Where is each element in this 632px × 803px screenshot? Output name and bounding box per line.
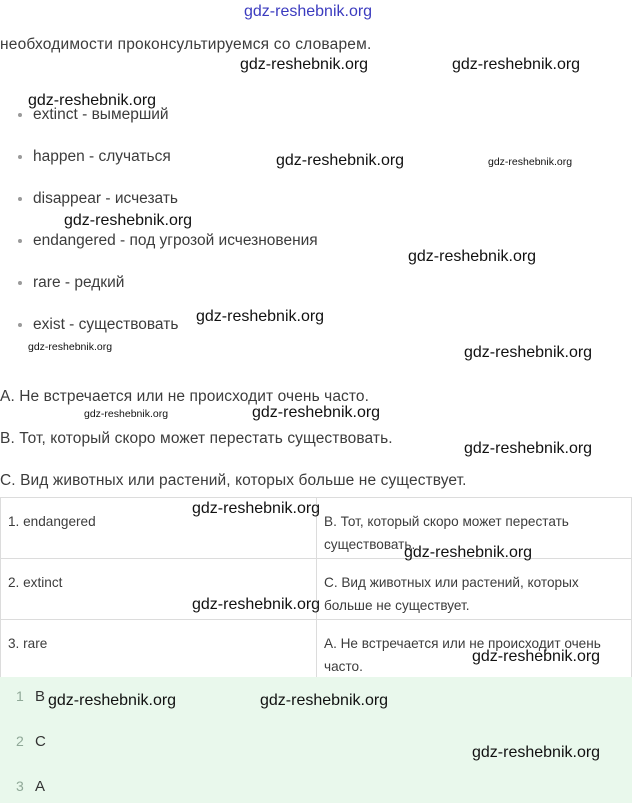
watermark: gdz-reshebnik.org [84, 408, 169, 420]
watermark: gdz-reshebnik.org [192, 500, 321, 517]
table-cell-word: 1. endangered [1, 498, 317, 559]
watermark: gdz-reshebnik.org [472, 744, 601, 761]
answer-number: 2 [16, 733, 24, 749]
watermark: gdz-reshebnik.org [472, 648, 601, 665]
answer-number: 3 [16, 778, 24, 794]
watermark: gdz-reshebnik.org [276, 152, 405, 169]
bullet-icon [18, 281, 22, 285]
answer-row [16, 688, 45, 705]
bullet-icon [18, 113, 22, 117]
watermark: gdz-reshebnik.org [464, 440, 593, 457]
bullet-icon [18, 323, 22, 327]
vocab-entry: disappear - исчезать [33, 190, 179, 207]
vocab-entry: extinct - вымерший [33, 106, 169, 123]
list-item [18, 105, 318, 147]
watermark: gdz-reshebnik.org [48, 692, 177, 709]
vocab-entry: rare - редкий [33, 274, 125, 291]
bullet-icon [18, 155, 22, 159]
vocab-entry: endangered - под угрозой исчезновения [33, 232, 318, 249]
definition-a: A. Не встречается или не происходит очень часто. [0, 388, 370, 405]
table-cell-definition: B. Тот, который скоро может перестать существовать. [317, 498, 632, 559]
answer-letter: A [35, 778, 46, 795]
answer-number: 1 [16, 688, 24, 704]
answer-row [16, 733, 46, 750]
watermark: gdz-reshebnik.org [244, 3, 373, 20]
list-item [18, 147, 318, 189]
answer-row [16, 778, 45, 795]
answer-letter: C [35, 733, 46, 750]
watermark: gdz-reshebnik.org [192, 596, 321, 613]
intro-text: необходимости проконсультируемся со словарем. [0, 36, 372, 53]
bullet-icon [18, 239, 22, 243]
answer-letter: B [35, 688, 46, 705]
table-cell-definition: C. Вид животных или растений, которых больше не существует. [317, 559, 632, 620]
watermark: gdz-reshebnik.org [260, 692, 389, 709]
watermark: gdz-reshebnik.org [408, 248, 537, 265]
watermark: gdz-reshebnik.org [452, 56, 581, 73]
watermark: gdz-reshebnik.org [464, 344, 593, 361]
watermark: gdz-reshebnik.org [488, 156, 573, 168]
watermark: gdz-reshebnik.org [404, 544, 533, 561]
table-cell-word: 2. extinct [1, 559, 317, 620]
list-item [18, 231, 318, 273]
definition-c: C. Вид животных или растений, которых больше не существует. [0, 472, 467, 489]
watermark: gdz-reshebnik.org [64, 212, 193, 229]
table-cell-definition: A. Не встречается или не происходит очень часто. [317, 620, 632, 681]
watermark: gdz-reshebnik.org [252, 404, 381, 421]
bullet-icon [18, 197, 22, 201]
watermark: gdz-reshebnik.org [240, 56, 369, 73]
definition-b: B. Тот, который скоро может перестать существовать. [0, 430, 393, 447]
vocab-entry: exist - существовать [33, 316, 179, 333]
watermark: gdz-reshebnik.org [196, 308, 325, 325]
table-cell-word: 3. rare [1, 620, 317, 681]
vocab-entry: happen - случаться [33, 148, 171, 165]
watermark: gdz-reshebnik.org [28, 341, 113, 353]
watermark: gdz-reshebnik.org [28, 92, 157, 109]
